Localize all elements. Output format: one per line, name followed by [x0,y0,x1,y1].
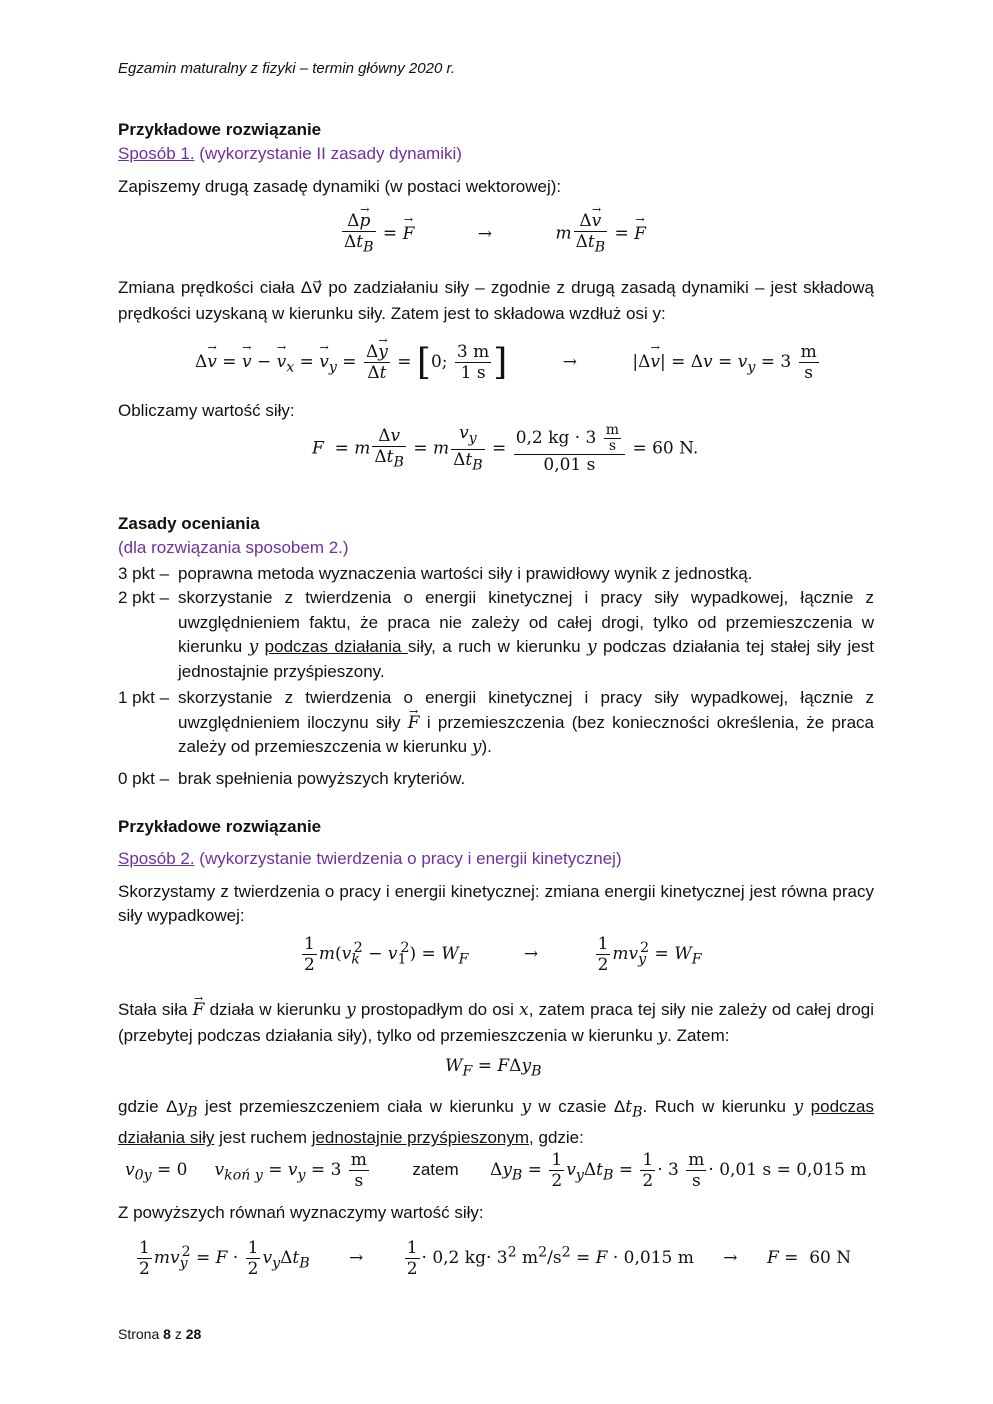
equation: $\frac{1}{2}$ $mv_y^2 = F$ · $\frac{1}{2}$ $v_y\Delta t_B$ → $\frac{1}{2}$ · 0,2 $kg\cdot 3^2$ $m^2/s^2 = F \cdot 0,015$ m → F = 60 N [139,1238,852,1279]
points-label: 2 pkt – [118,588,170,607]
text-zatem: zatem [412,1160,459,1179]
scoring-item [118,562,874,587]
equation: $v_{0y} = 0$ $v_{koń y} = v_y = 3$ $\frac{m}{s}$ zatem $\Delta y_B$ = $\frac{1}{2}$ $v_y\Delta t_B$ = $\frac{1}{2}$ · 3 $\frac{m}{s}$ · 0,01 s = 0,015 m [125,1150,867,1191]
method-label: Sposób 2. [118,849,195,868]
paragraph: Zapiszemy drugą zasadę dynamiki (w postaci wektorowej): [118,177,562,196]
page-number: 8 [163,1326,171,1342]
paragraph: Z powyższych równań wyznaczymy wartość siły: [118,1203,484,1222]
method-label: Sposób 1. [118,144,195,163]
equation: $W_F = F\Delta y_B$ [445,1056,542,1080]
paragraph: Obliczamy wartość siły: [118,401,295,420]
scoring-item [118,767,874,792]
method-desc: (wykorzystanie twierdzenia o pracy i energii kinetycznej) [194,849,622,868]
points-text: skorzystanie z twierdzenia o energii kinetycznej i pracy siły wypadkowej, łącznie z uwzględnieniem faktu, że praca nie zależy od całej drogi, tylko od przemieszczenia w kierunku y podczas działania siły, a ruch w kierunku y podczas działania tej stałej siły jest jednostajnie przyśpieszony. [178,588,874,681]
method-desc: (wykorzystanie II zasady dynamiki) [194,144,462,163]
page-footer: Strona 8 z 28 [118,1326,202,1342]
paragraph: gdzie $\Delta y_B$ jest przemieszczeniem ciała w kierunku y w czasie $\Delta t_B$. Ruch w kierunku y podczas działania siły jest ruchem jednostajnie przyśpieszonym, gdzie: [118,1097,874,1148]
section-title: Przykładowe rozwiązanie [118,120,322,139]
scoring-item [118,586,874,684]
points-text: brak spełnienia powyższych kryteriów. [178,769,466,788]
scoring-title: Zasady oceniania [118,514,260,533]
points-text: skorzystanie z twierdzenia o energii kinetycznej i pracy siły wypadkowej, łącznie z uwzględnieniem iloczynu siły F → i przemieszczenia (bez konieczności określenia, że praca zależy od przemieszczenia w kierunku y). [178,686,874,760]
paragraph: Skorzystamy z twierdzenia o pracy i energii kinetycznej: zmiana energii kinetycznej jest równa pracy siły wypadkowej: [118,882,874,925]
scoring-item [118,686,874,760]
method-heading [118,144,462,164]
points-label: 0 pkt – [118,769,170,788]
paragraph: Stała siła F → działa w kierunku y prostopadłym do osi x, zatem praca tej siły nie zależy od całej drogi (przebytej podczas działania siły), tylko od przemieszczenia w kierunku y. Zatem: [118,997,874,1049]
method-heading [118,849,622,869]
paragraph: Zmiana prędkości ciała Δv⃗ po zadziałaniu siły – zgodnie z drugą zasadą dynamiki – jest składową prędkości uzyskaną w kierunku siły. Zatem jest to składowa wzdłuż osi y: [118,278,874,323]
equation: $\frac{1}{2}$ $m(v_k^2 - v_1^2) = W_F$ → $\frac{1}{2}$ $mv_y^2 = W_F$ [304,934,702,975]
points-label: 3 pkt – [118,564,170,583]
equation: $\frac{\Delta p \to}{\Delta t_B}$ = F → → m $\frac{\Delta v \to}{\Delta t_B}$ = F → [340,211,646,257]
scoring-subtitle: (dla rozwiązania sposobem 2.) [118,538,349,557]
equation: F = m $\frac{\Delta v}{\Delta t_B}$ = m $\frac{v_y}{\Delta t_B}$ = 0,2 kg · 3 $\frac{m}{s}$ 0,01 s = 60 N. [312,422,699,475]
equation: Δv → = v → − $v \to_x = v \to_y$ = $\frac{\Delta y \to}{\Delta t}$ = [0; $\frac{3 m}{1 s}$ ] → |Δv →| = $\Delta v = v_y = 3$ $\frac{m}{s}$ [195,342,821,383]
points-label: 1 pkt – [118,688,170,707]
page-header: Egzamin maturalny z fizyki – termin główny 2020 r. [118,60,456,77]
section-title: Przykładowe rozwiązanie [118,817,322,836]
page-total: 28 [185,1326,202,1342]
points-text: poprawna metoda wyznaczenia wartości siły i prawidłowy wynik z jednostką. [178,564,753,583]
